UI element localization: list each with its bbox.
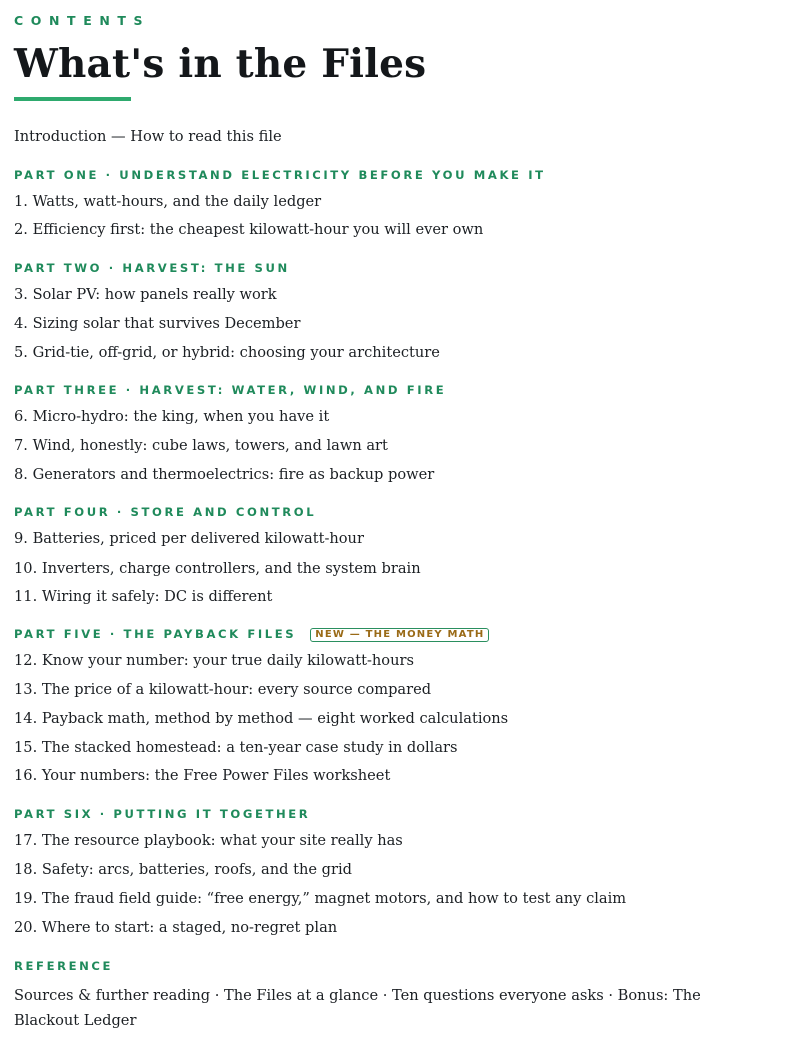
reference-heading: REFERENCE — [14, 959, 114, 973]
toc-item[interactable]: 17. The resource playbook: what your site really has — [14, 832, 403, 849]
toc-item[interactable]: 20. Where to start: a staged, no-regret plan — [14, 919, 338, 936]
toc-item-introduction[interactable]: Introduction — How to read this file — [14, 128, 282, 145]
toc-item[interactable]: 10. Inverters, charge controllers, and the system brain — [14, 560, 421, 577]
part-six-heading: PART SIX · PUTTING IT TOGETHER — [14, 807, 311, 821]
toc-item[interactable]: 19. The fraud field guide: “free energy,” magnet motors, and how to test any claim — [14, 890, 627, 907]
toc-item[interactable]: 2. Efficiency first: the cheapest kilowatt-hour you will ever own — [14, 221, 484, 238]
new-badge: NEW — THE MONEY MATH — [310, 628, 489, 642]
toc-item[interactable]: 8. Generators and thermoelectrics: fire as backup power — [14, 466, 435, 483]
toc-item[interactable]: 11. Wiring it safely: DC is different — [14, 588, 273, 605]
toc-item[interactable]: 4. Sizing solar that survives December — [14, 315, 301, 332]
part-five-heading-label: PART FIVE · THE PAYBACK FILES — [14, 627, 297, 641]
toc-item[interactable]: 12. Know your number: your true daily kilowatt-hours — [14, 652, 414, 669]
reference-list[interactable]: Sources & further reading · The Files at a glance · Ten questions everyone asks · Bonus: The Blackout Ledger — [14, 987, 701, 1029]
section-kicker: CONTENTS — [14, 13, 151, 28]
part-three-heading: PART THREE · HARVEST: WATER, WIND, AND FIRE — [14, 383, 447, 397]
toc-item[interactable]: 7. Wind, honestly: cube laws, towers, and lawn art — [14, 437, 388, 454]
toc-item[interactable]: 9. Batteries, priced per delivered kilowatt-hour — [14, 530, 364, 547]
toc-item[interactable]: 6. Micro-hydro: the king, when you have it — [14, 408, 330, 425]
toc-item[interactable]: 14. Payback math, method by method — eight worked calculations — [14, 710, 509, 727]
part-four-heading: PART FOUR · STORE AND CONTROL — [14, 505, 317, 519]
part-one-heading: PART ONE · UNDERSTAND ELECTRICITY BEFORE YOU MAKE IT — [14, 168, 546, 182]
toc-item[interactable]: 13. The price of a kilowatt-hour: every source compared — [14, 681, 432, 698]
part-two-heading: PART TWO · HARVEST: THE SUN — [14, 261, 290, 275]
toc-item[interactable]: 3. Solar PV: how panels really work — [14, 286, 277, 303]
toc-item[interactable]: 5. Grid-tie, off-grid, or hybrid: choosing your architecture — [14, 344, 440, 361]
toc-item[interactable]: 1. Watts, watt-hours, and the daily ledger — [14, 193, 322, 210]
part-five-heading — [14, 627, 489, 642]
title-underline — [14, 97, 131, 101]
page-title: What's in the Files — [14, 41, 427, 87]
toc-item[interactable]: 18. Safety: arcs, batteries, roofs, and the grid — [14, 861, 352, 878]
toc-item[interactable]: 15. The stacked homestead: a ten-year case study in dollars — [14, 739, 458, 756]
toc-item[interactable]: 16. Your numbers: the Free Power Files worksheet — [14, 767, 391, 784]
